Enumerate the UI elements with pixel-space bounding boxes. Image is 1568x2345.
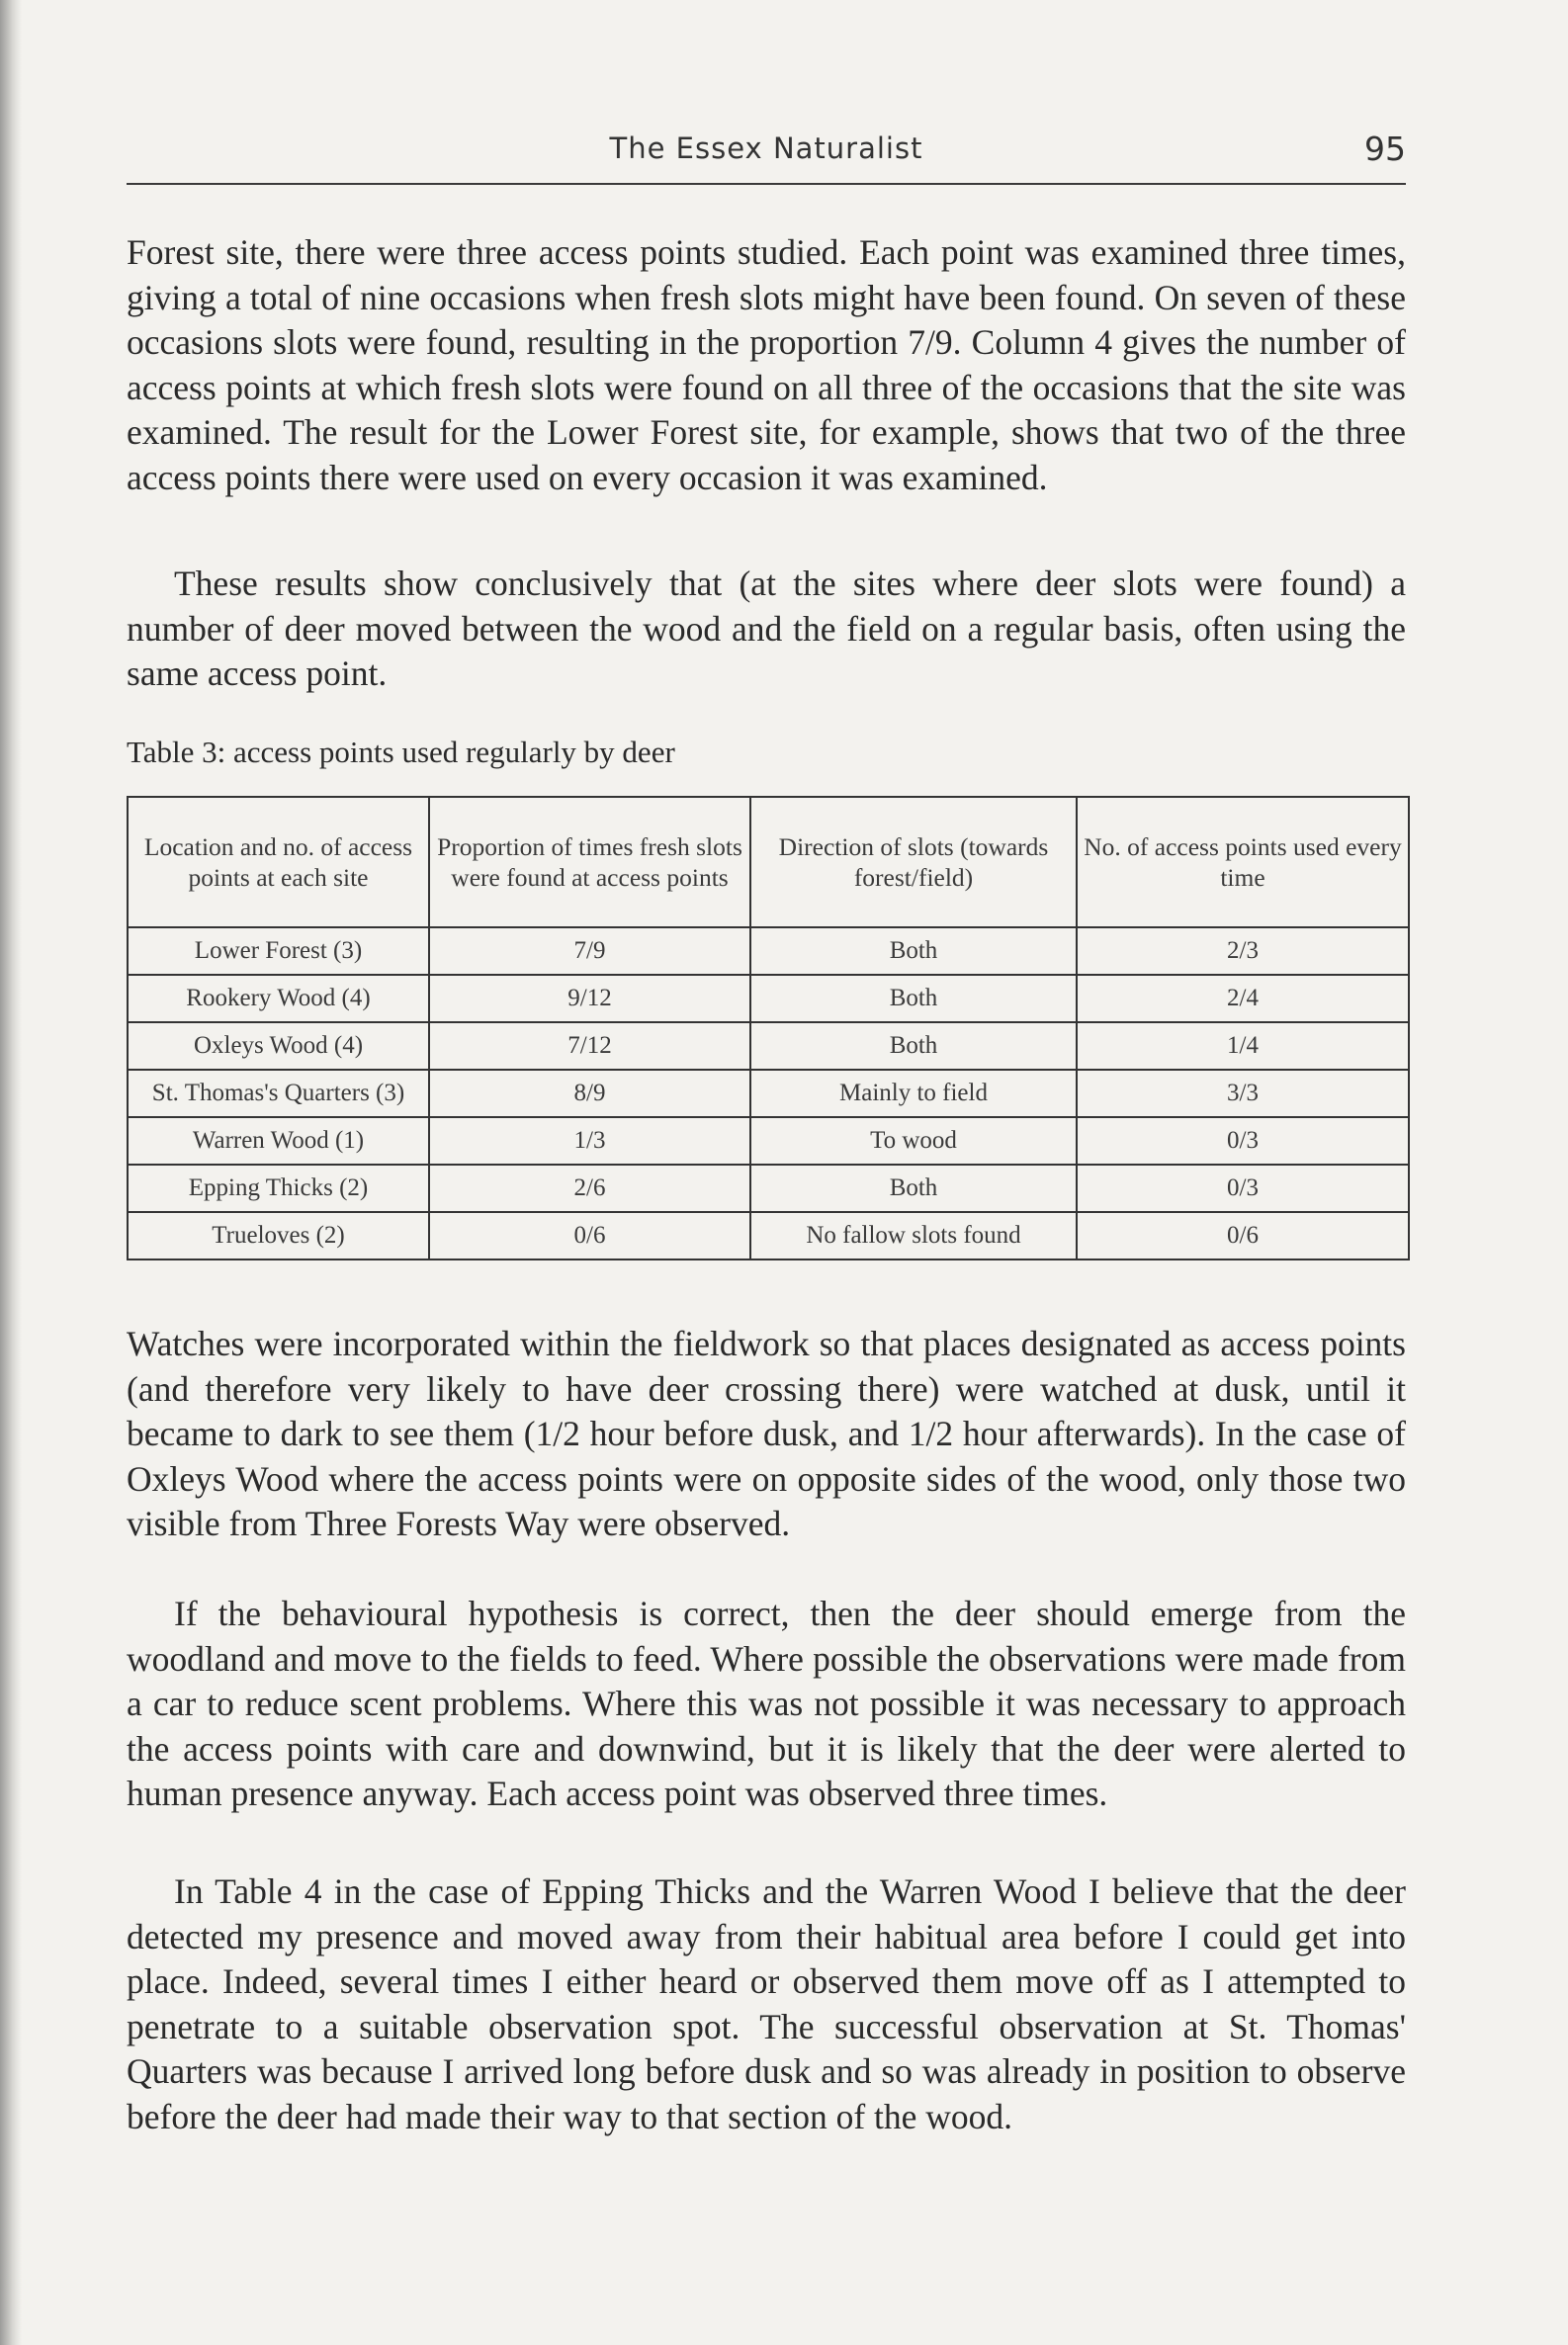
paragraph-1: Forest site, there were three access points studied. Each point was examined three times, giving a total of nine occasions when fresh slots might have been found. On seven of these occasions slots were found, resulting in the proportion 7/9. Column 4 gives the number of access points at which fresh slots were found on all three of the occasions that the site was examined. The result for the Lower Forest site, for example, shows that two of the three access points there were used on every occasion it was examined. xyxy=(127,232,1406,497)
table-cell: 1/3 xyxy=(429,1117,750,1165)
journal-title: The Essex Naturalist xyxy=(609,131,923,165)
table-cell: 2/3 xyxy=(1077,927,1409,975)
page-number: 95 xyxy=(1364,130,1406,168)
table-cell: 0/6 xyxy=(429,1212,750,1259)
table-row xyxy=(128,1022,1409,1070)
table-caption: Table 3: access points used regularly by deer xyxy=(127,735,675,769)
table-cell: 2/4 xyxy=(1077,975,1409,1022)
table-cell: Epping Thicks (2) xyxy=(128,1165,429,1212)
page-gutter-shadow xyxy=(0,0,22,2345)
column-header: Proportion of times fresh slots were found at access points xyxy=(429,797,750,927)
table-cell: 7/9 xyxy=(429,927,750,975)
table-cell: Both xyxy=(750,1022,1077,1070)
paragraph-4: If the behavioural hypothesis is correct, then the deer should emerge from the woodland and move to the fields to feed. Where possible the observations were made from a car to reduce scent problems. Where this was not possible it was necessary to approach the access points with care and downwind, but it is likely that the deer were alerted to human presence anyway. Each access point was observed three times. xyxy=(127,1594,1406,1814)
table-cell: Warren Wood (1) xyxy=(128,1117,429,1165)
column-header: Direction of slots (towards forest/field) xyxy=(750,797,1077,927)
table-cell: Rookery Wood (4) xyxy=(128,975,429,1022)
paragraph-2: These results show conclusively that (at the sites where deer slots were found) a number of deer moved between the wood and the field on a regular basis, often using the same access point. xyxy=(127,564,1406,694)
table-cell: Both xyxy=(750,975,1077,1022)
table-cell: 0/3 xyxy=(1077,1117,1409,1165)
table-cell: Both xyxy=(750,927,1077,975)
table-cell: 7/12 xyxy=(429,1022,750,1070)
table-row xyxy=(128,1117,1409,1165)
table-header-row xyxy=(128,797,1409,927)
table-cell: To wood xyxy=(750,1117,1077,1165)
table-cell: 2/6 xyxy=(429,1165,750,1212)
table-cell: Mainly to field xyxy=(750,1070,1077,1117)
column-header: Location and no. of access points at each site xyxy=(128,797,429,927)
table-cell: 3/3 xyxy=(1077,1070,1409,1117)
table-cell: St. Thomas's Quarters (3) xyxy=(128,1070,429,1117)
table-cell: 1/4 xyxy=(1077,1022,1409,1070)
table-cell: 8/9 xyxy=(429,1070,750,1117)
table-cell: Lower Forest (3) xyxy=(128,927,429,975)
table-row xyxy=(128,975,1409,1022)
table-row xyxy=(128,1165,1409,1212)
table-cell: No fallow slots found xyxy=(750,1212,1077,1259)
running-head xyxy=(127,131,1406,185)
table-row xyxy=(128,927,1409,975)
table-cell: 9/12 xyxy=(429,975,750,1022)
table-cell: Both xyxy=(750,1165,1077,1212)
table-row xyxy=(128,1070,1409,1117)
access-points-table xyxy=(127,796,1410,1260)
table-cell: 0/3 xyxy=(1077,1165,1409,1212)
paragraph-5: In Table 4 in the case of Epping Thicks and the Warren Wood I believe that the deer detected my presence and moved away from their habitual area before I could get into place. Indeed, several times I either heard or observed them move off as I attempted to penetrate to a suitable observation spot. The successful observation at St. Thomas' Quarters was because I arrived long before dusk and so was already in position to observe before the deer had made their way to that section of the wood. xyxy=(127,1871,1406,2136)
column-header: No. of access points used every time xyxy=(1077,797,1409,927)
table-cell: Oxleys Wood (4) xyxy=(128,1022,429,1070)
table-cell: 0/6 xyxy=(1077,1212,1409,1259)
paragraph-3: Watches were incorporated within the fieldwork so that places designated as access points (and therefore very likely to have deer crossing there) were watched at dusk, until it became to dark to see them (1/2 hour before dusk, and 1/2 hour afterwards). In the case of Oxleys Wood where the access points were on opposite sides of the wood, only those two visible from Three Forests Way were observed. xyxy=(127,1324,1406,1544)
table-cell: Trueloves (2) xyxy=(128,1212,429,1259)
table-row xyxy=(128,1212,1409,1259)
